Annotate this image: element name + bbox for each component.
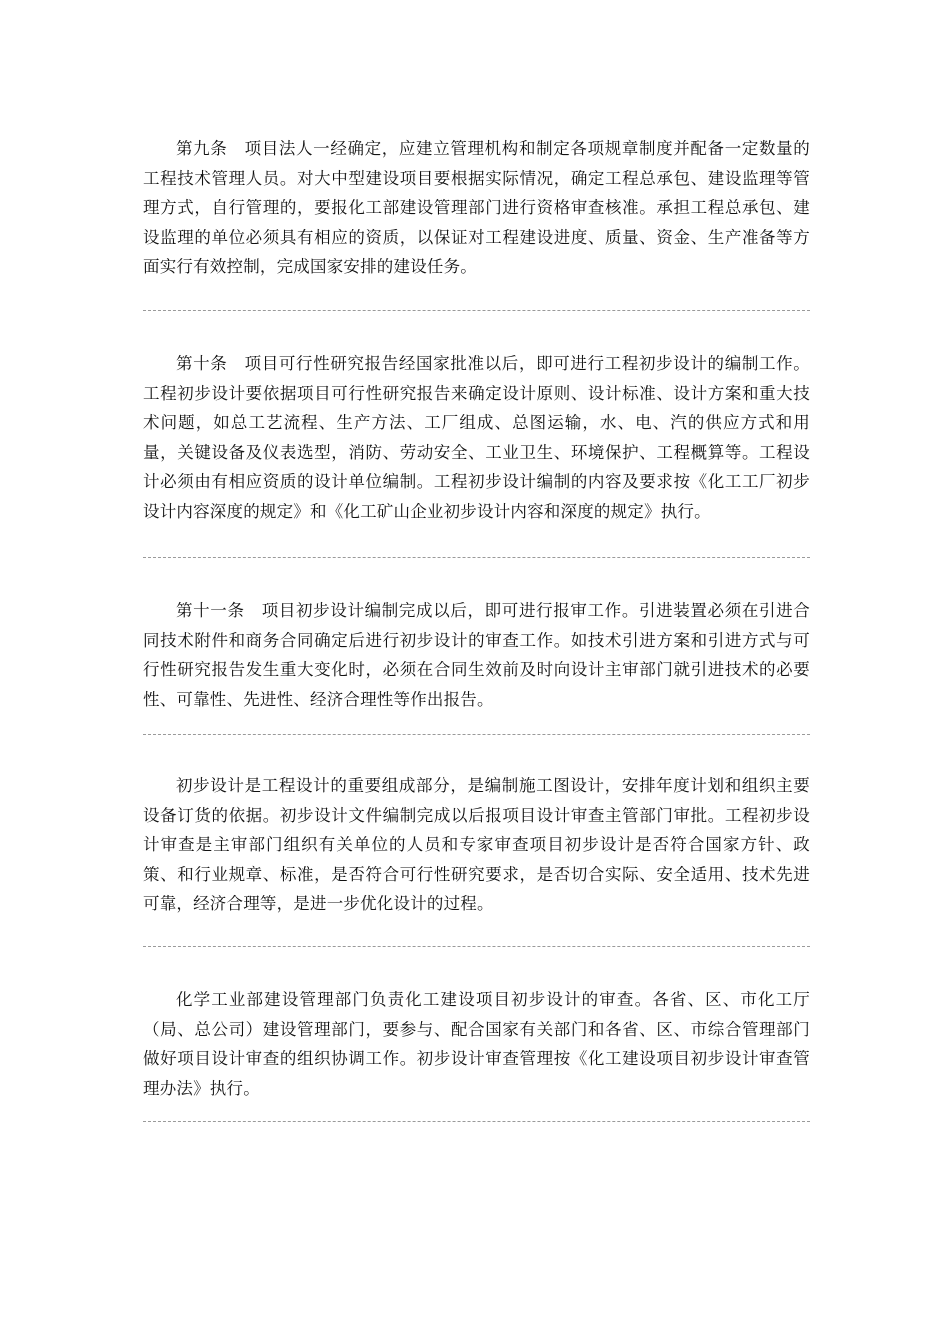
ministry-review-section: [143, 985, 810, 1103]
preliminary-design-paragraph: 初步设计是工程设计的重要组成部分，是编制施工图设计，安排年度计划和组织主要设备订货的依据。初步设计文件编制完成以后报项目设计审查主管部门审批。工程初步设计审查是主审部门组织有关单位的人员和专家审查项目初步设计是否符合国家方针、政策、和行业规章、标准，是否符合可行性研究要求，是否切合实际、安全适用、技术先进可靠，经济合理等，是进一步优化设计的过程。: [143, 776, 810, 913]
article-10-paragraph: 第十条 项目可行性研究报告经国家批准以后，即可进行工程初步设计的编制工作。工程初步设计要依据项目可行性研究报告来确定设计原则、设计标准、设计方案和重大技术问题，如总工艺流程、生产方法、工厂组成、总图运输，水、电、汽的供应方式和用量，关键设备及仪表选型，消防、劳动安全、工业卫生、环境保护、工程概算等。工程设计必须由有相应资质的设计单位编制。工程初步设计编制的内容及要求按《化工工厂初步设计内容深度的规定》和《化工矿山企业初步设计内容和深度的规定》执行。: [143, 354, 810, 521]
article-11-section: [143, 596, 810, 714]
section-divider: [143, 946, 810, 947]
article-10-section: [143, 349, 810, 526]
section-divider: [143, 557, 810, 558]
section-divider: [143, 1121, 810, 1122]
article-9-paragraph: 第九条 项目法人一经确定，应建立管理机构和制定各项规章制度并配备一定数量的工程技术管理人员。对大中型建设项目要根据实际情况，确定工程总承包、建设监理等管理方式，自行管理的，要报化工部建设管理部门进行资格审查核准。承担工程总承包、建设监理的单位必须具有相应的资质，以保证对工程建设进度、质量、资金、生产准备等方面实行有效控制，完成国家安排的建设任务。: [143, 139, 810, 276]
article-9-section: [143, 134, 810, 282]
section-divider: [143, 734, 810, 735]
ministry-review-paragraph: 化学工业部建设管理部门负责化工建设项目初步设计的审查。各省、区、市化工厅（局、总公司）建设管理部门，要参与、配合国家有关部门和各省、区、市综合管理部门做好项目设计审查的组织协调工作。初步设计审查管理按《化工建设项目初步设计审查管理办法》执行。: [143, 990, 810, 1098]
article-11-paragraph: 第十一条 项目初步设计编制完成以后，即可进行报审工作。引进装置必须在引进合同技术附件和商务合同确定后进行初步设计的审查工作。如技术引进方案和引进方式与可行性研究报告发生重大变化时，必须在合同生效前及时向设计主审部门就引进技术的必要性、可靠性、先进性、经济合理性等作出报告。: [143, 601, 810, 709]
preliminary-design-section: [143, 771, 810, 919]
section-divider: [143, 310, 810, 311]
